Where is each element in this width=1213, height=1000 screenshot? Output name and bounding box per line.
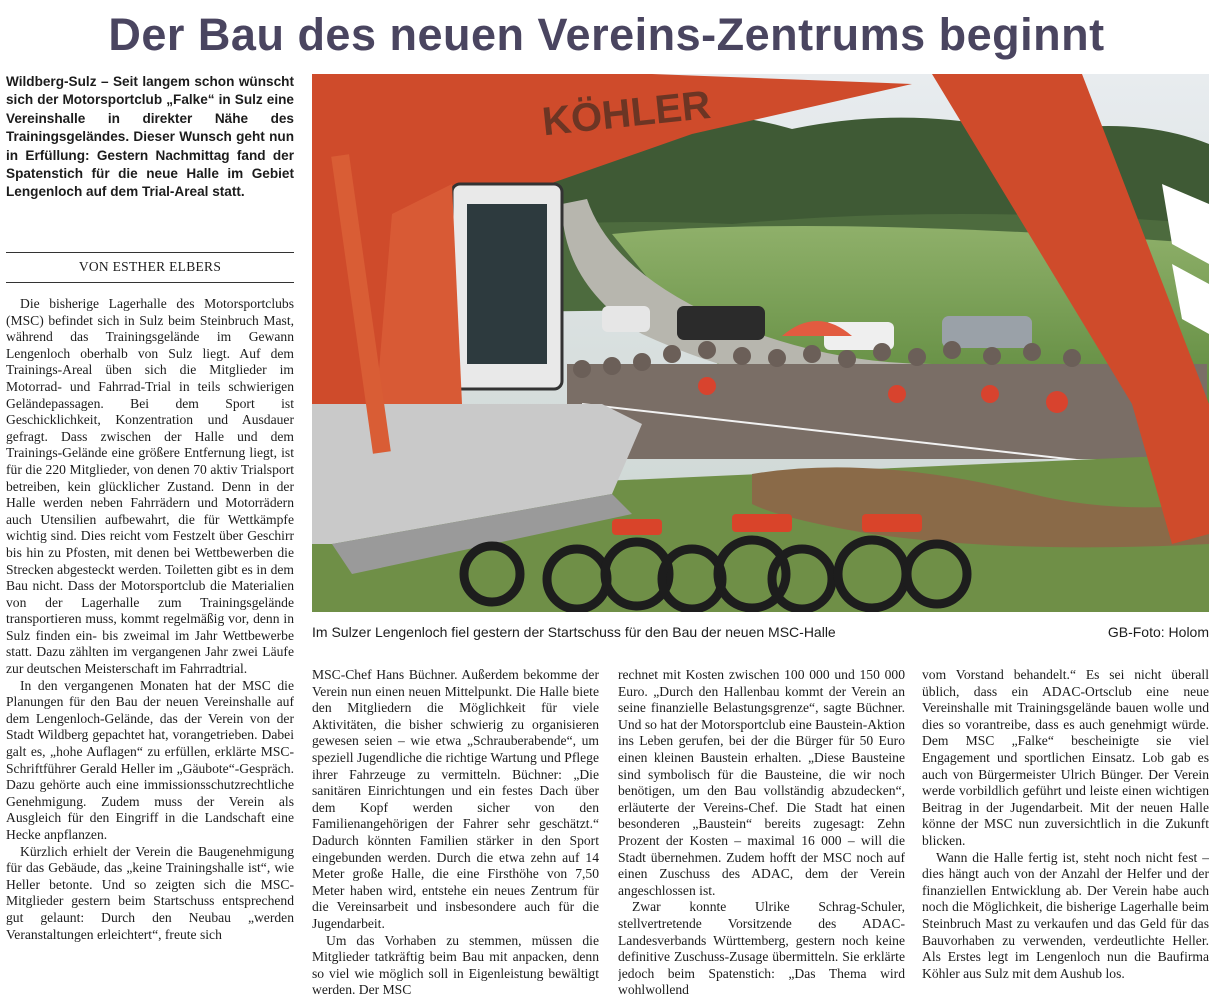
paragraph: MSC-Chef Hans Büchner. Außerdem bekomme der Verein nun einen neuen Mittelpunkt. Die Halle biete den Mitgliedern die Möglichkeit für viele Aktivitäten, die bisher schwierig zu organisieren gewesen seien – wie etwa „Schrauberabende“, um speziell Jugendliche die richtige Wartung und Pflege ihrer Fahrzeuge zu vermitteln. Büchner: „Die sanitären Einrichtungen und ein festes Dach über dem Kopf werden sicher von den Familienangehörigen der Fahrer sehr geschätzt.“ Dadurch könnten Familien stärker in den Sport eingebunden werden. Durch die etwa zehn auf 14 Meter große Halle, die eine Firsthöhe von 7,50 Meter haben wird, entstehe ein neues Zentrum für die Vereinsarbeit und insbesondere auch für die Jugendarbeit. <box>312 667 599 931</box>
paragraph: In den vergangenen Monaten hat der MSC die Planungen für den Bau der neuen Vereinshalle auf dem Lengenloch-Gelände, das der Verein von der Stadt Wildberg gepachtet hat, vorangetrieben. Dabei galt es, „hohe Auflagen“ zu erfüllen, erklärte MSC-Schriftführer Gerald Heller im „Gäubote“-Gespräch. Dazu gehörte auch eine immissionsschutzrechtliche Genehmigung. Zudem muss der Verein als Ausgleich für den Eingriff in die Landschaft eine Hecke anpflanzen. <box>6 677 294 842</box>
text-column-4 <box>922 667 1209 998</box>
photo-caption <box>312 624 1209 646</box>
paragraph: Kürzlich erhielt der Verein die Baugenehmigung für das Gebäude, das „keine Trainingshalle ist“, wie Heller betonte. Und so zeigten sich die MSC-Mitglieder gestern beim Startschuss entsprechend gut gelaunt: Durch den Neubau „werden Veranstaltungen erleichtert“, freute sich <box>6 843 294 942</box>
text-column-2 <box>312 667 599 998</box>
caption-text: Im Sulzer Lengenloch fiel gestern der Startschuss für den Bau der neuen MSC-Halle <box>312 624 836 640</box>
text-column-3 <box>618 667 905 998</box>
photo-illustration <box>312 74 1209 612</box>
paragraph: Die bisherige Lagerhalle des Motorsportclubs (MSC) befindet sich in Sulz beim Steinbruch Mast, während das Trainingsgelände im Gewann Lengenloch oberhalb von Sulz liegt. Auf dem Trainings-Areal üben sich die Mitglieder im Motorrad- und Fahrrad-Trial in teils schwierigen Geländepassagen. Bei dem Sport ist Geschicklichkeit, Konzentration und Ausdauer gefragt. Dass zwischen der Halle und dem Trainings-Gelände eine größere Entfernung liegt, ist für die 220 Mitglieder, von denen 70 aktiv Trialsport betreiben, kein glücklicher Zustand. Denn in der Halle werden neben Fahrrädern und Motorrädern auch Utensilien aufbewahrt, die für Wettkämpfe wichtig sind. Dies reicht vom Festzelt über Geschirr bis hin zu Pfosten, mit denen bei Wettbewerben die Strecken abgesteckt werden. Toiletten gibt es in dem Bau nicht. Dass der Motorsportclub die Materialien von der Lagerhalle zum Trainingsgelände transportieren muss, kommt regelmäßig vor, denn in Sulz finden ein- bis zweimal im Jahr Wettbewerbe statt. Dazu zählten im vergangenen Jahr zwei Läufe zur deutschen Meisterschaft im Fahrradtrial. <box>6 296 294 677</box>
article-byline: VON ESTHER ELBERS <box>78 259 222 274</box>
paragraph: rechnet mit Kosten zwischen 100 000 und 150 000 Euro. „Durch den Hallenbau kommt der Verein an seine finanzielle Belastungsgrenze“, sagte Büchner. Und so hat der Motorsportclub eine Baustein-Aktion ins Leben gerufen, bei der die Bürger für 50 Euro einen kleinen Baustein erhalten. „Diese Bausteine sind symbolisch für die Bausteine, die wir noch benötigen, um den Bau vollständig abzudecken“, erläuterte der Vereins-Chef. Die Stadt hat einen besonderen „Baustein“ bereits zugesagt: Zehn Prozent der Kosten – maximal 16 000 – will die Stadt übernehmen. Zudem hofft der MSC noch auf einen Zuschuss des ADAC, dem der Verein angeschlossen ist. <box>618 667 905 898</box>
machine-brand-label: KÖHLER <box>540 82 713 145</box>
byline-rule-top <box>6 252 294 253</box>
photo-credit: GB-Foto: Holom <box>1107 624 1209 640</box>
byline-rule-bottom <box>6 282 294 283</box>
paragraph: vom Vorstand behandelt.“ Es sei nicht überall üblich, dass ein ADAC-Ortsclub eine neue Vereinshalle mit Trainingsgelände bauen wolle und dies so vorantreibe, dass es auch genehmigt würde. Dem MSC „Falke“ bescheinigte sie viel Engagement und sportlichen Einsatz. Lob gab es auch von Bürgermeister Ulrich Bünger. Der Verein werde vorbildlich geführt und leiste einen wichtigen Beitrag in der Jugendarbeit. Mit der neuen Halle könne der MSC nun zuversichtlich in die Zukunft blicken. <box>922 667 1209 848</box>
article-lead: Wildberg-Sulz – Seit langem schon wünscht sich der Motorsportclub „Falke“ in Sulz eine Vereinshalle in direkter Nähe des Trainingsgeländes. Dieser Wunsch geht nun in Erfüllung: Gestern Nachmittag fand der Spatenstich für die neue Halle im Gebiet Lengenloch auf dem Trial-Areal statt. <box>6 74 294 200</box>
car-shape <box>677 306 765 340</box>
car-shape <box>602 306 650 332</box>
article-headline: Der Bau des neuen Vereins-Zentrums beginnt <box>108 9 1105 60</box>
text-column-1 <box>6 296 294 998</box>
paragraph: Um das Vorhaben zu stemmen, müssen die Mitglieder tatkräftig beim Bau mit anpacken, denn so viel wie möglich soll in Eigenleistung bewältigt werden. Der MSC <box>312 932 599 998</box>
paragraph: Wann die Halle fertig ist, steht noch nicht fest – dies hängt auch von der Anzahl der Helfer und der finanziellen Entwicklung ab. Der Verein habe auch noch die Möglichkeit, die bisherige Lagerhalle beim Steinbruch Mast zu verkaufen und das Geld für das Bauvorhaben zu verwenden, verdeutlichte Heller. Als Erstes legt im Lengenloch nun die Baufirma Köhler aus Sulz mit dem Aushub los. <box>922 849 1209 981</box>
paragraph: Zwar konnte Ulrike Schrag-Schuler, stellvertretende Vorsitzende des ADAC-Landesverbands Württemberg, gestern noch keine definitive Zuschuss-Zusage übermitteln. Sie erklärte jedoch beim Spatenstich: „Das Thema wird wohlwollend <box>618 899 905 998</box>
article-photo <box>312 74 1209 612</box>
